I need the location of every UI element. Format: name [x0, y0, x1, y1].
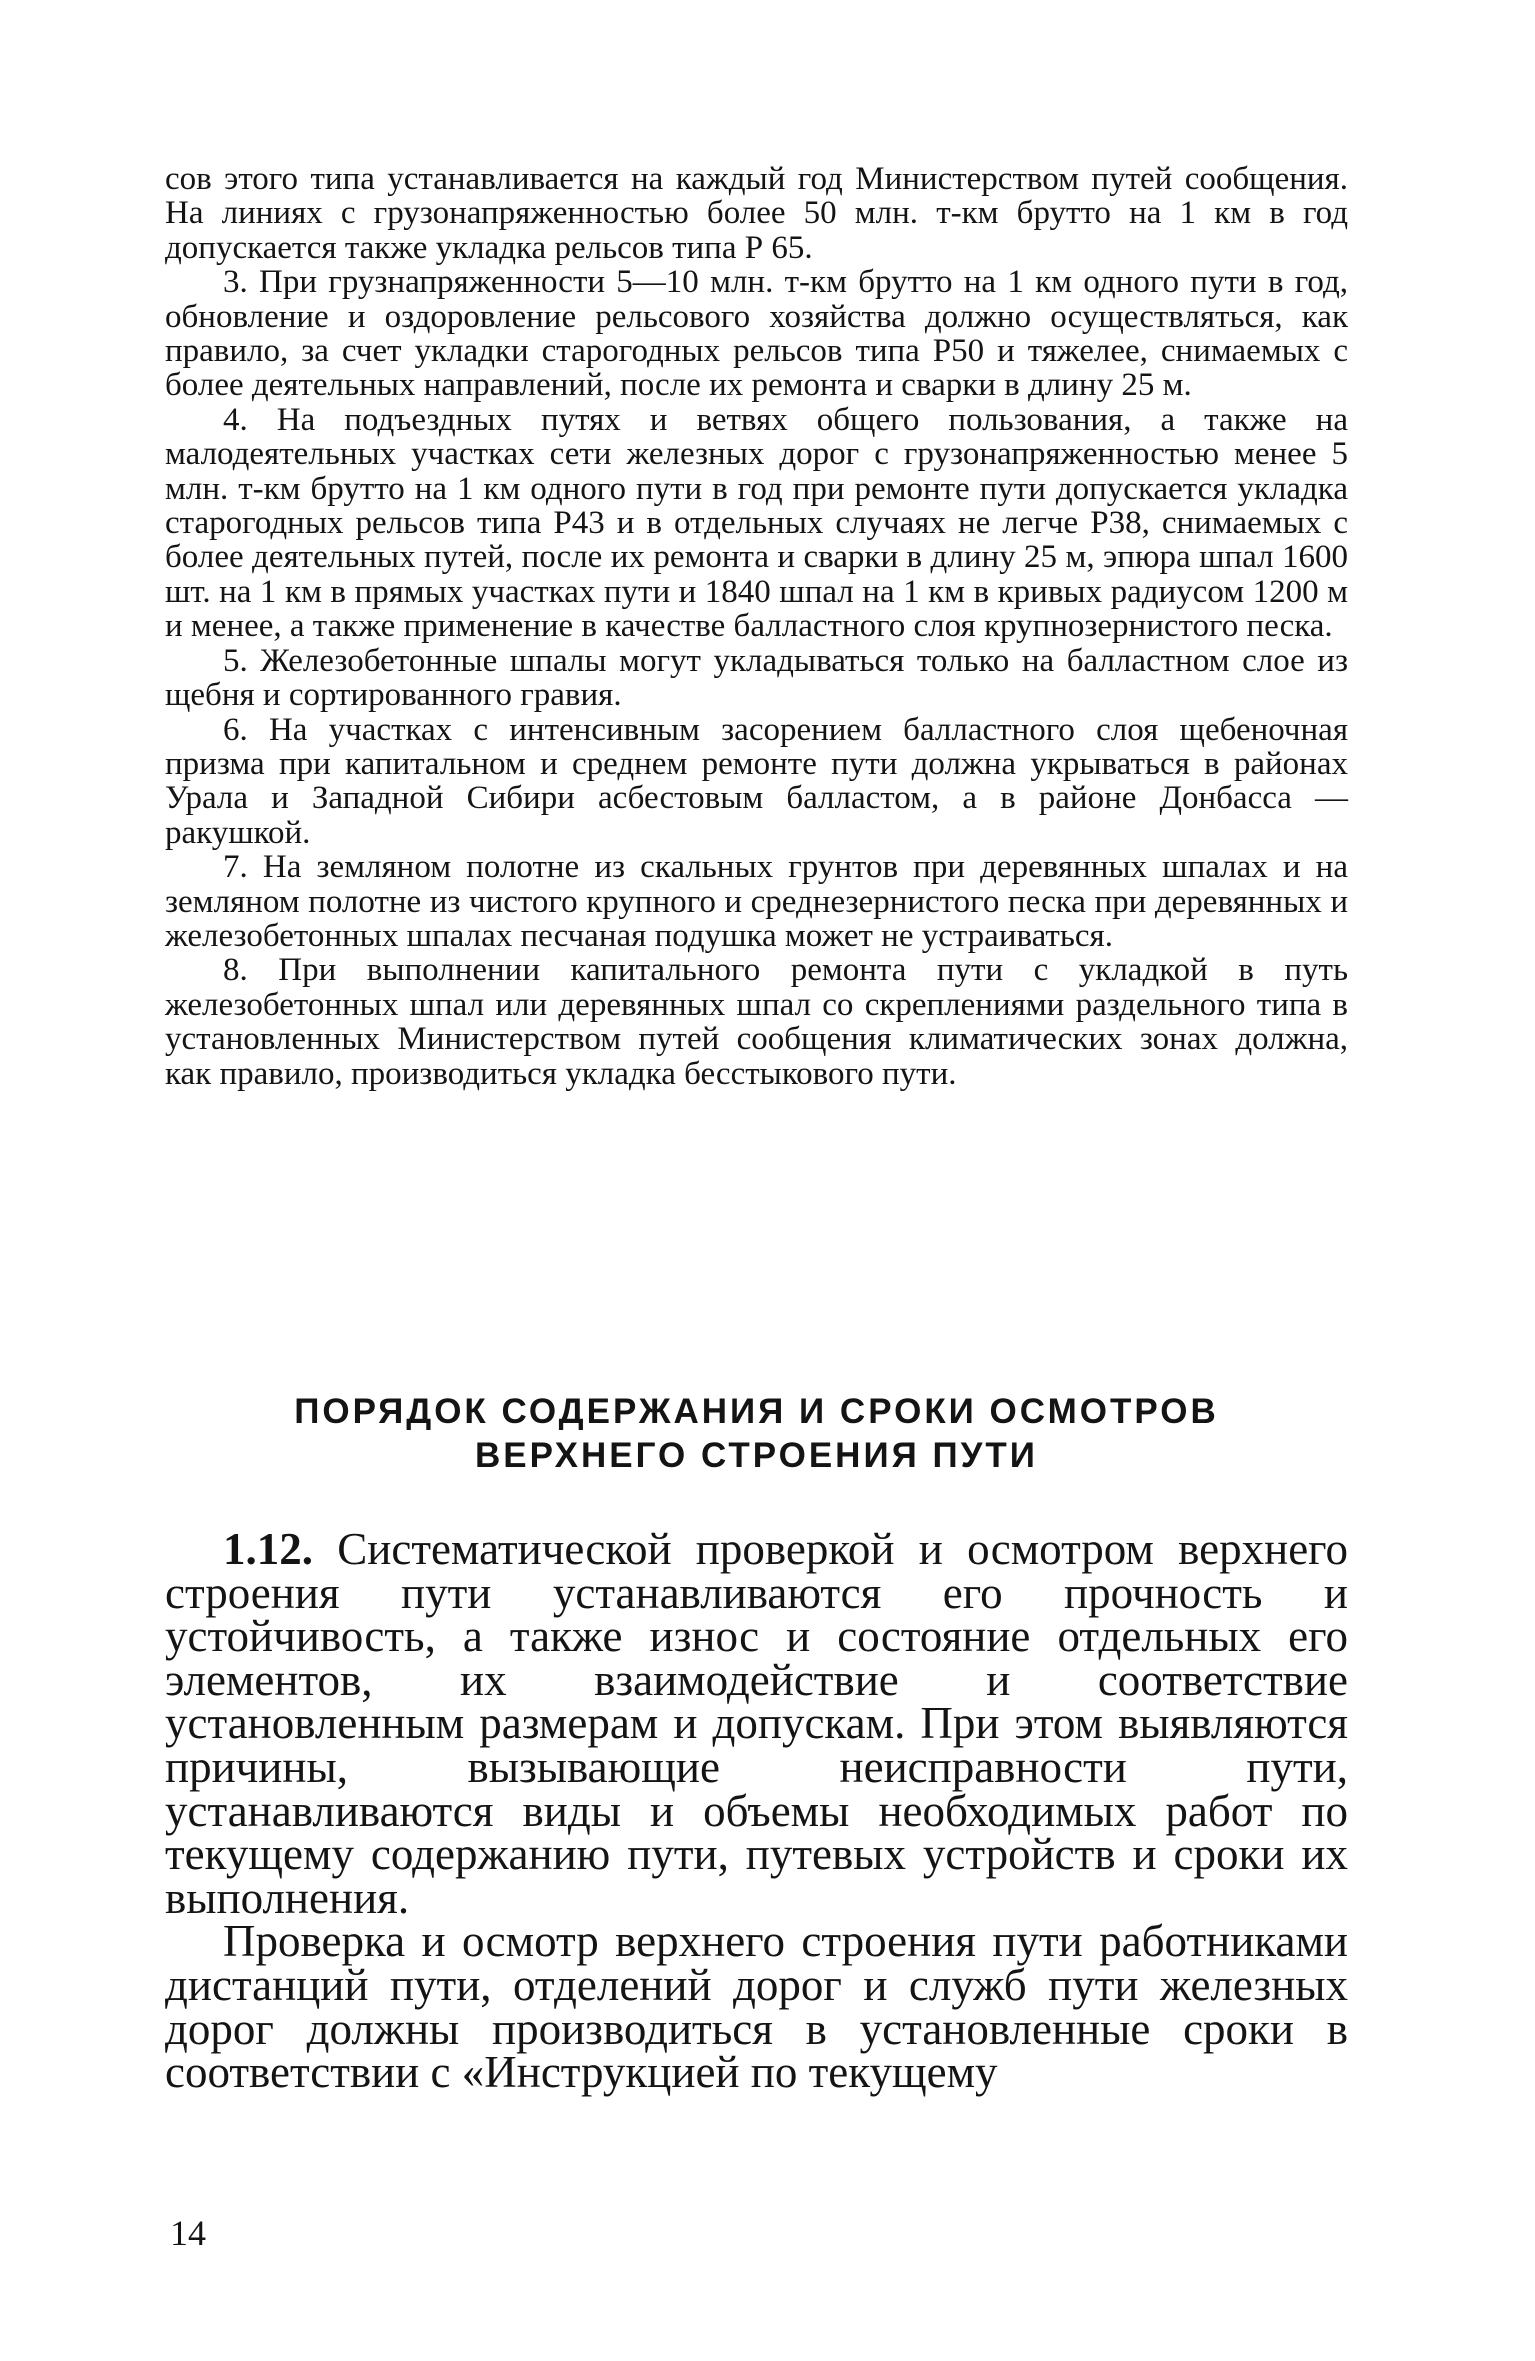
paragraph-continuation: сов этого типа устанавливается на каждый год Министерством путей сообщения. На линиях с грузонапряженностью более 50 млн. т-км брутто на 1 км в год допускается также укладка рельсов типа Р 65. [165, 161, 1348, 266]
paragraph-rule-5: 5. Железобетонные шпалы могут укладываться только на балластном слое из щебня и сортированного гравия. [165, 642, 1348, 714]
section-paragraph-1 [165, 1524, 1349, 1923]
section-number: 1.12. [223, 1524, 313, 1574]
section-paragraph-1-text: Систематической проверкой и осмотром верхнего строения пути устанавливаются его прочность и устойчивость, а также износ и состояние отдельных его элементов, их взаимодействие и соответствие установленным размерам и допускам. При этом выявляются причины, вызывающие неисправности пути, устанавливаются виды и объемы необходимых работ по текущему содержанию пути, путевых устройств и сроки их выполнения. [165, 1524, 1349, 1923]
heading-line-1: ПОРЯДОК СОДЕРЖАНИЯ И СРОКИ ОСМОТРОВ [294, 1392, 1219, 1431]
section-heading [165, 1390, 1348, 1478]
heading-line-2: ВЕРХНЕГО СТРОЕНИЯ ПУТИ [475, 1436, 1038, 1475]
section-body [165, 1524, 1349, 2098]
section-paragraph-2: Проверка и осмотр верхнего строения пути работниками дистанций пути, отделений дорог и служб пути железных дорог должны производиться в установленные сроки в соответствии с «Инструкцией по текущему [165, 1916, 1348, 2098]
paragraph-rule-7: 7. На земляном полотне из скальных грунтов при деревянных шпалах и на земляном полотне из чистого крупного и среднезернистого песка при деревянных и железобетонных шпалах песчаная подушка может не устраиваться. [165, 849, 1348, 954]
numbered-rules-block [165, 162, 1348, 1091]
paragraph-rule-6: 6. На участках с интенсивным засорением балластного слоя щебеночная призма при капитальном и среднем ремонте пути должна укрываться в районах Урала и Западной Сибири асбестовым балластом, а в районе Донбасса — ракушкой. [165, 711, 1348, 851]
page-number: 14 [170, 2213, 206, 2253]
paragraph-rule-4: 4. На подъездных путях и ветвях общего пользования, а также на малодеятельных участках сети железных дорог с грузонапряженностью менее 5 млн. т-км брутто на 1 км одного пути в год при ремонте пути допускается укладка старогодных рельсов типа Р43 и в отдельных случаях не легче Р38, снимаемых с более деятельных путей, после их ремонта и сварки в длину 25 м, эпюра шпал 1600 шт. на 1 км в прямых участках пути и 1840 шпал на 1 км в кривых радиусом 1200 м и менее, а также применение в качестве балластного слоя крупнозернистого песка. [165, 401, 1348, 645]
paragraph-rule-8: 8. При выполнении капитального ремонта пути с укладкой в путь железобетонных шпал или деревянных шпал со скреплениями раздельного типа в установленных Министерством путей сообщения климатических зонах должна, как правило, производиться укладка бесстыкового пути. [165, 952, 1348, 1092]
paragraph-rule-3: 3. При грузнапряженности 5—10 млн. т-км брутто на 1 км одного пути в год, обновление и оздоровление рельсового хозяйства должно осуществляться, как правило, за счет укладки старогодных рельсов типа Р50 и тяжелее, снимаемых с более деятельных направлений, после их ремонта и сварки в длину 25 м. [165, 264, 1348, 404]
